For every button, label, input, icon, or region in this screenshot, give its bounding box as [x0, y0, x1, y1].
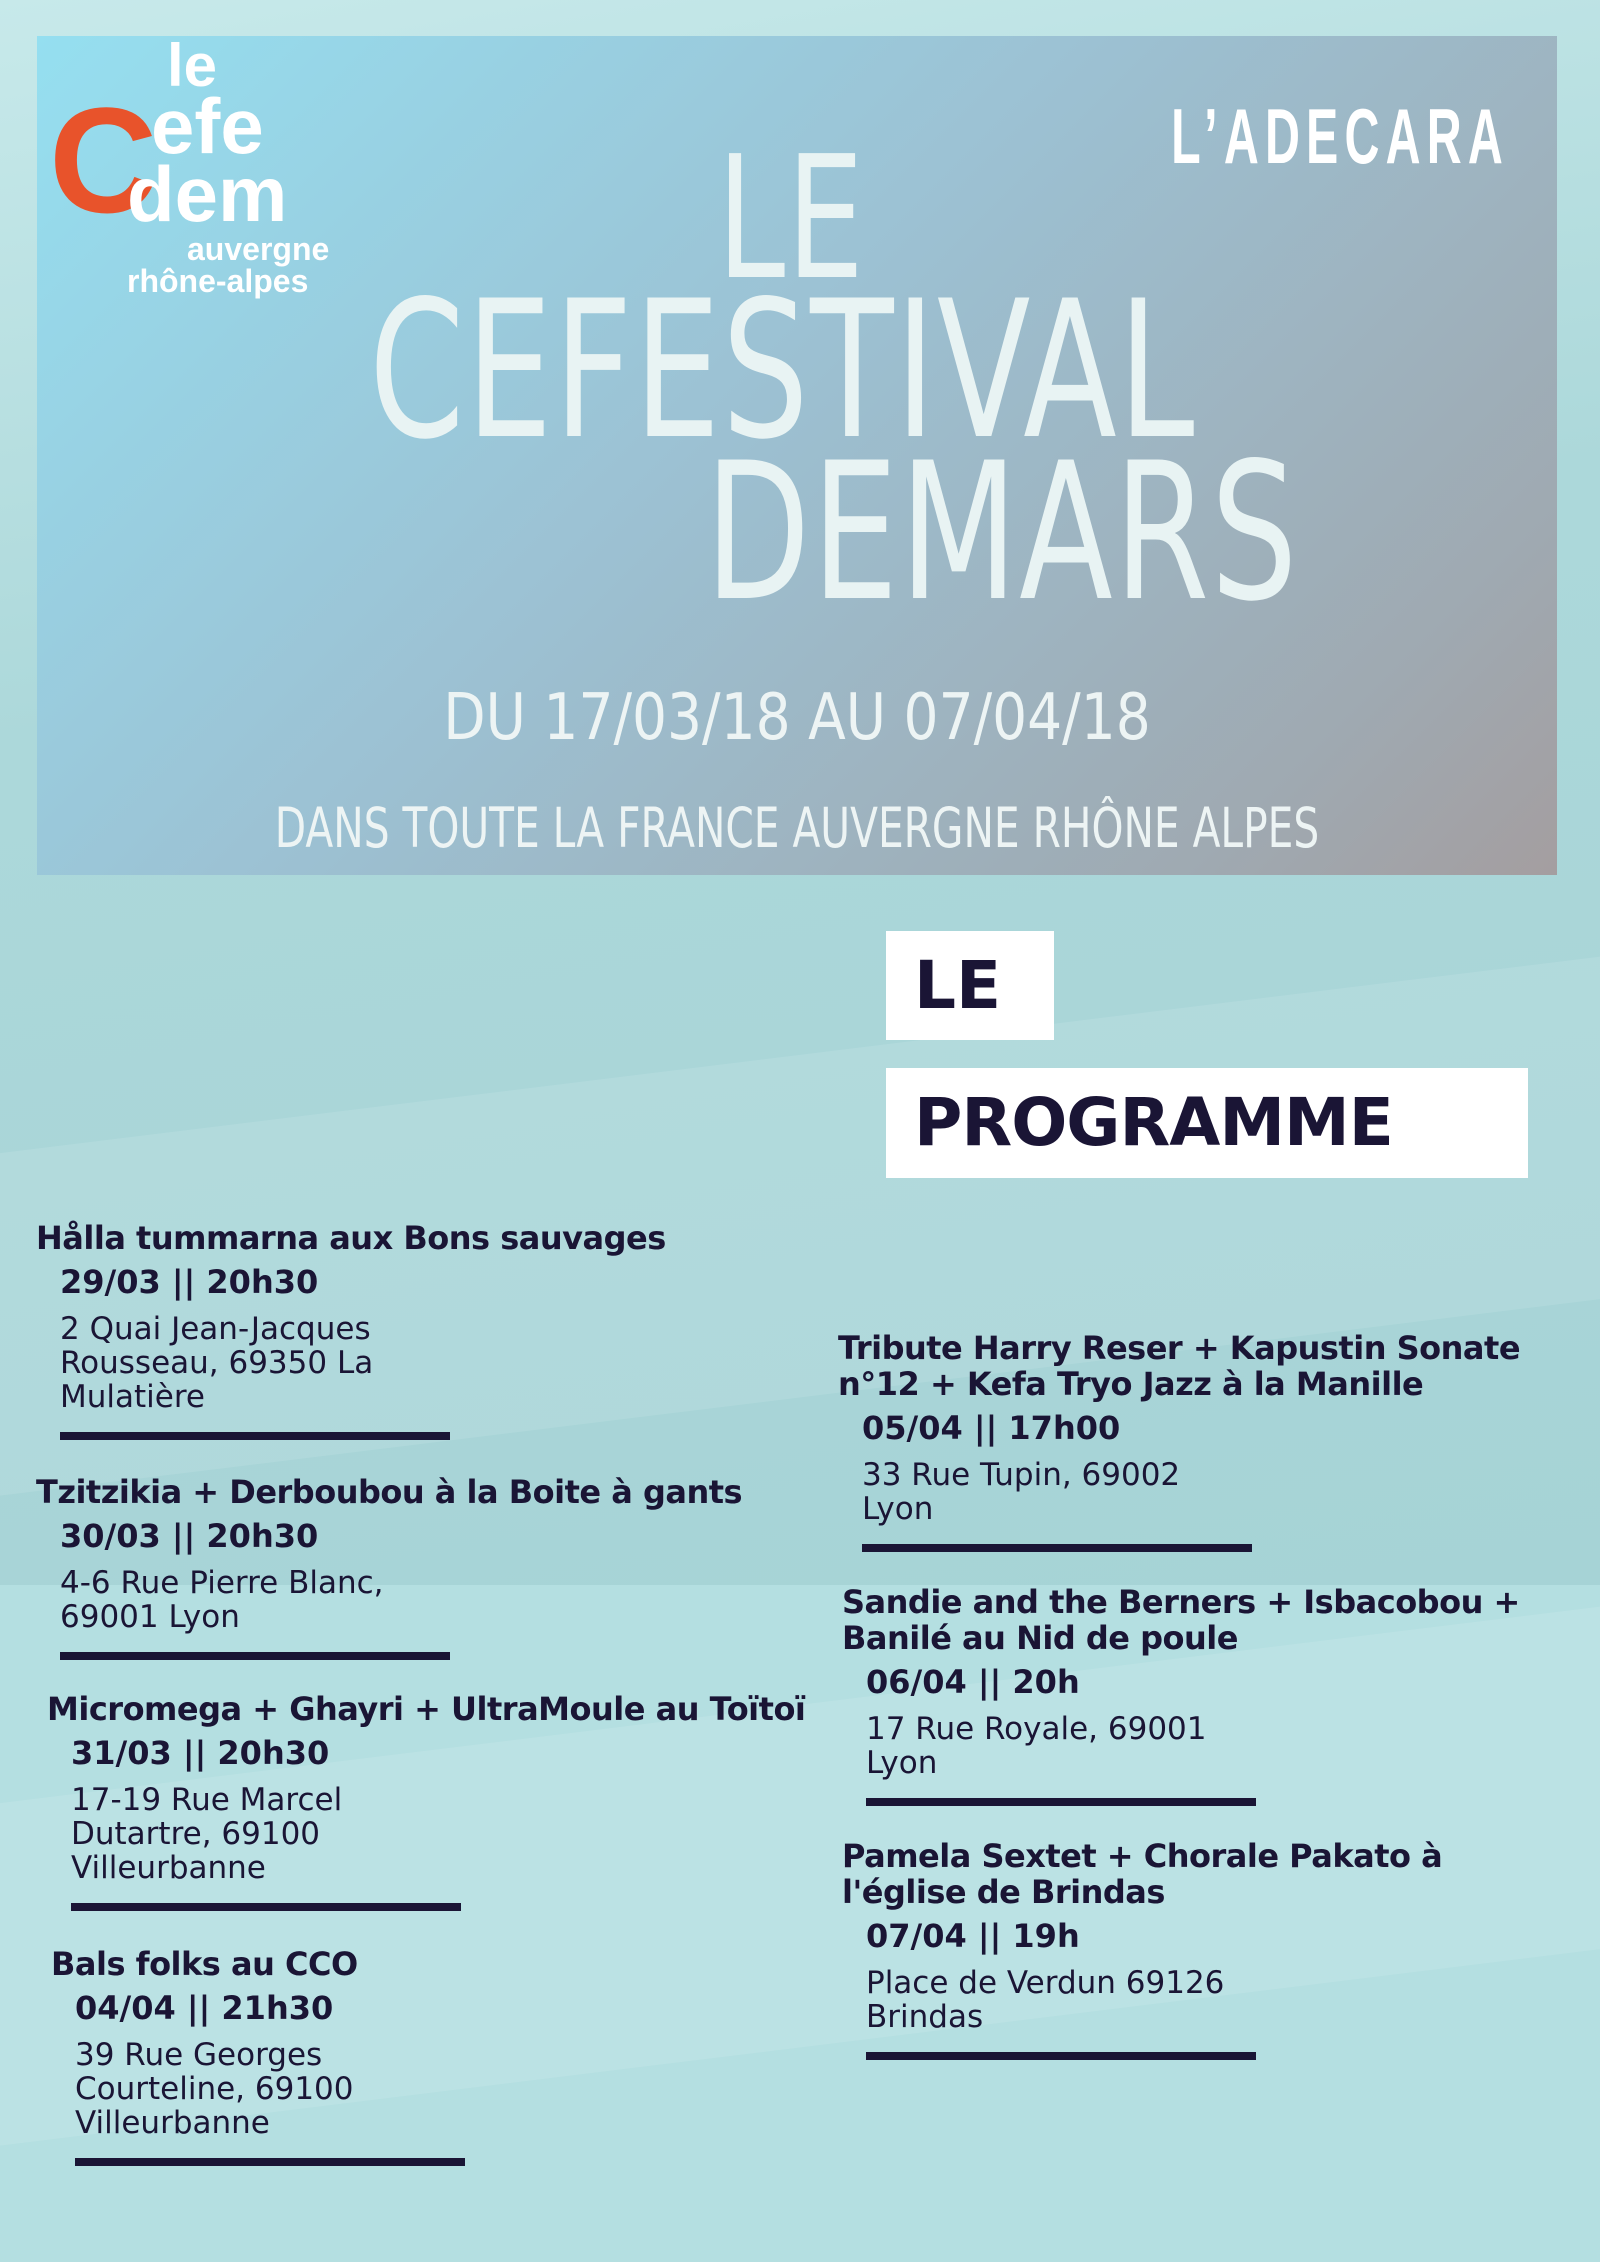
festival-region: DANS TOUTE LA FRANCE AUVERGNE RHÔNE ALPES	[274, 796, 1320, 860]
title-line-1: LE	[717, 120, 866, 318]
title-line-2: CEFESTIVAL	[369, 260, 1196, 481]
event-datetime: 05/04 || 17h00	[862, 1409, 1121, 1447]
event-name: Sandie and the Berners + Isbacobou + Banilé au Nid de poule	[842, 1583, 1520, 1657]
event-address: 39 Rue Georges Courteline, 69100 Villeurbanne	[75, 2037, 354, 2141]
cefedem-logo	[49, 36, 389, 306]
event-item	[36, 1220, 816, 1440]
event-divider	[866, 2052, 1256, 2060]
program-label-programme: PROGRAMME	[886, 1068, 1528, 1178]
event-divider	[60, 1432, 450, 1440]
event-name: Pamela Sextet + Chorale Pakato à l'église de Brindas	[842, 1837, 1443, 1911]
event-item	[47, 1691, 827, 1911]
event-divider	[75, 2158, 465, 2166]
event-datetime: 07/04 || 19h	[866, 1917, 1080, 1955]
festival-dates: DU 17/03/18 AU 07/04/18	[443, 681, 1151, 755]
logo-word-auvergne: auvergne	[187, 231, 330, 267]
program-label-le: LE	[886, 931, 1054, 1040]
event-item	[842, 1838, 1568, 2060]
event-name: Tribute Harry Reser + Kapustin Sonate n°12 + Kefa Tryo Jazz à la Manille	[838, 1329, 1521, 1403]
logo-word-efe: efe	[151, 82, 264, 170]
event-address: 4-6 Rue Pierre Blanc, 69001 Lyon	[60, 1565, 384, 1635]
event-address: 17-19 Rue Marcel Dutartre, 69100 Villeurbanne	[71, 1782, 343, 1886]
event-address: 17 Rue Royale, 69001 Lyon	[866, 1711, 1207, 1781]
event-item	[51, 1946, 831, 2166]
event-divider	[866, 1798, 1256, 1806]
logo-word-dem: dem	[127, 150, 288, 238]
event-address: 2 Quai Jean-Jacques Rousseau, 69350 La Mulatière	[60, 1311, 374, 1415]
event-datetime: 04/04 || 21h30	[75, 1989, 334, 2027]
event-divider	[862, 1544, 1252, 1552]
event-item	[842, 1584, 1568, 1806]
event-divider	[71, 1903, 461, 1911]
logo-word-le: le	[167, 36, 218, 99]
event-datetime: 06/04 || 20h	[866, 1663, 1080, 1701]
event-datetime: 29/03 || 20h30	[60, 1263, 319, 1301]
adecara-logo: L’ADECARA	[1171, 92, 1509, 180]
event-address: Place de Verdun 69126 Brindas	[866, 1965, 1225, 2035]
event-item	[838, 1330, 1568, 1552]
event-name: Micromega + Ghayri + UltraMoule au Toïtoï	[47, 1690, 806, 1728]
event-datetime: 31/03 || 20h30	[71, 1734, 330, 1772]
event-divider	[60, 1652, 450, 1660]
event-datetime: 30/03 || 20h30	[60, 1517, 319, 1555]
event-address: 33 Rue Tupin, 69002 Lyon	[862, 1457, 1181, 1527]
event-name: Bals folks au CCO	[51, 1945, 358, 1983]
event-name: Hålla tummarna aux Bons sauvages	[36, 1219, 666, 1257]
event-name: Tzitzikia + Derboubou à la Boite à gants	[36, 1473, 743, 1511]
event-item	[36, 1474, 816, 1660]
title-line-3: DEMARS	[705, 422, 1299, 643]
logo-initial: C	[49, 76, 158, 244]
hero-banner	[37, 36, 1557, 875]
logo-word-region: rhône-alpes	[127, 263, 309, 299]
